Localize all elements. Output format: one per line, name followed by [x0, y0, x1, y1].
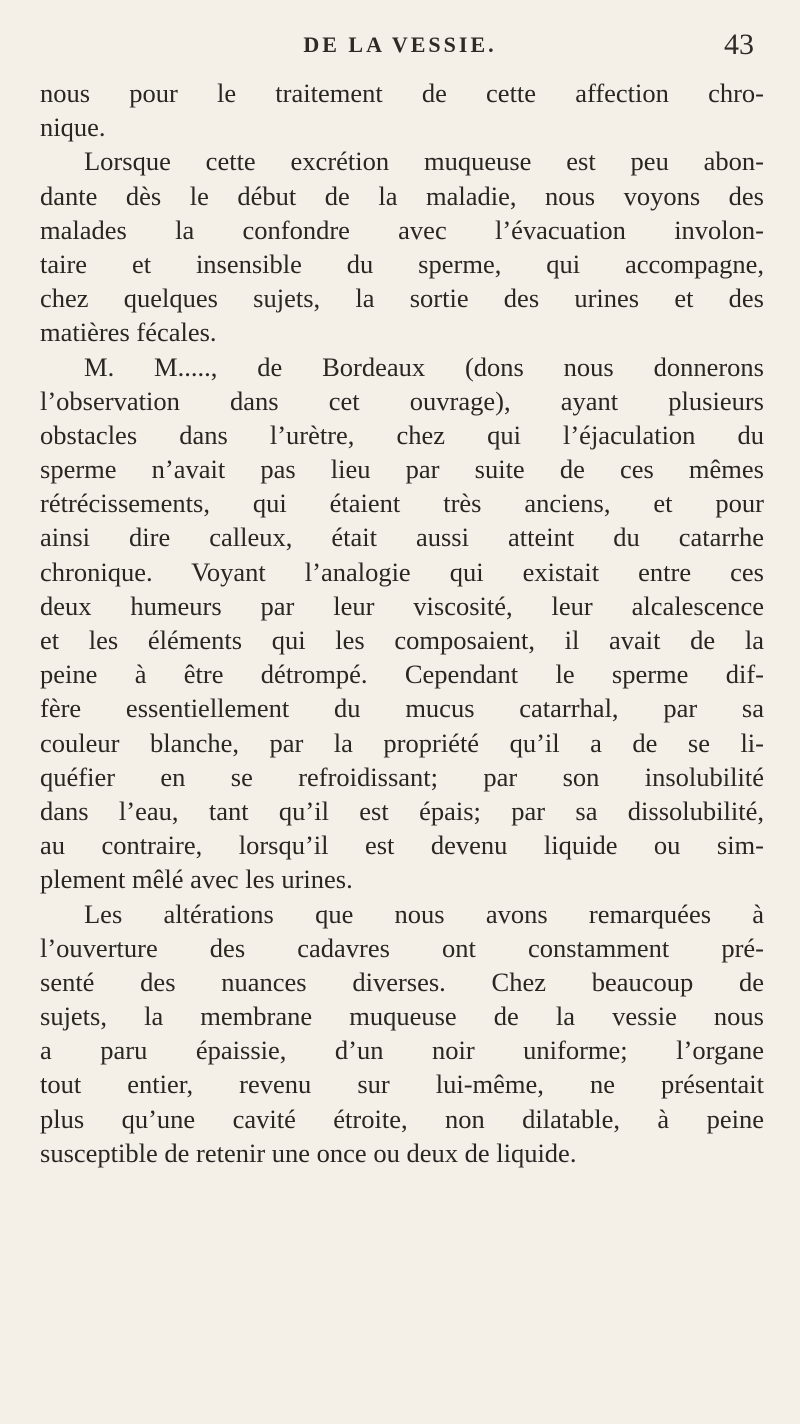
text-line: taire et insensible du sperme, qui accompagne, — [40, 248, 764, 279]
text-line: chez quelques sujets, la sortie des urines et des — [40, 283, 764, 314]
text-line: nous pour le traitement de cette affection chro- — [40, 78, 764, 108]
page-number: 43 — [724, 28, 754, 61]
text-line: sujets, la membrane muqueuse de la vessie nous — [40, 1001, 764, 1032]
text-line: rétrécissements, qui étaient très anciens, et pour — [40, 488, 764, 519]
text-line: matières fécales. — [40, 317, 217, 348]
text-line: Les altérations que nous avons remarquées à — [84, 898, 764, 929]
text-line: couleur blanche, par la propriété qu’il a de se li- — [40, 727, 764, 758]
text-line: quéfier en se refroidissant; par son insolubilité — [40, 761, 764, 792]
text-line: au contraire, lorsqu’il est devenu liquide ou sim- — [40, 830, 764, 861]
text-line: nique. — [40, 112, 106, 143]
text-line: dante dès le début de la maladie, nous voyons des — [40, 180, 764, 211]
text-line: malades la confondre avec l’évacuation involon- — [40, 214, 764, 245]
text-line: a paru épaissie, d’un noir uniforme; l’organe — [40, 1035, 764, 1066]
text-line: senté des nuances diverses. Chez beaucoup de — [40, 966, 764, 997]
text-line: peine à être détrompé. Cependant le sperme dif- — [40, 659, 764, 690]
body-text — [40, 76, 764, 1170]
text-line: Lorsque cette excrétion muqueuse est peu abon- — [84, 146, 764, 177]
text-line: l’ouverture des cadavres ont constamment pré- — [40, 932, 764, 963]
text-line: M. M....., de Bordeaux (dons nous donnerons — [84, 351, 764, 382]
text-line: et les éléments qui les composaient, il avait de la — [40, 625, 764, 655]
text-line: plus qu’une cavité étroite, non dilatable, à peine — [40, 1103, 764, 1134]
text-line: tout entier, revenu sur lui-même, ne présentait — [40, 1069, 764, 1100]
text-line: dans l’eau, tant qu’il est épais; par sa dissolubilité, — [40, 795, 764, 826]
text-line: plement mêlé avec les urines. — [40, 864, 353, 895]
text-line: sperme n’avait pas lieu par suite de ces mêmes — [40, 454, 764, 485]
text-line: l’observation dans cet ouvrage), ayant plusieurs — [40, 385, 764, 416]
running-title: DE LA VESSIE. — [303, 32, 497, 57]
text-line: ainsi dire calleux, était aussi atteint du catarrhe — [40, 522, 764, 553]
text-line: chronique. Voyant l’analogie qui existait entre ces — [40, 556, 764, 587]
text-line: susceptible de retenir une once ou deux de liquide. — [40, 1137, 577, 1168]
text-line: fère essentiellement du mucus catarrhal, par sa — [40, 693, 764, 724]
text-line: obstacles dans l’urètre, chez qui l’éjaculation du — [40, 419, 764, 450]
running-head — [40, 28, 760, 68]
text-line: deux humeurs par leur viscosité, leur alcalescence — [40, 590, 764, 621]
